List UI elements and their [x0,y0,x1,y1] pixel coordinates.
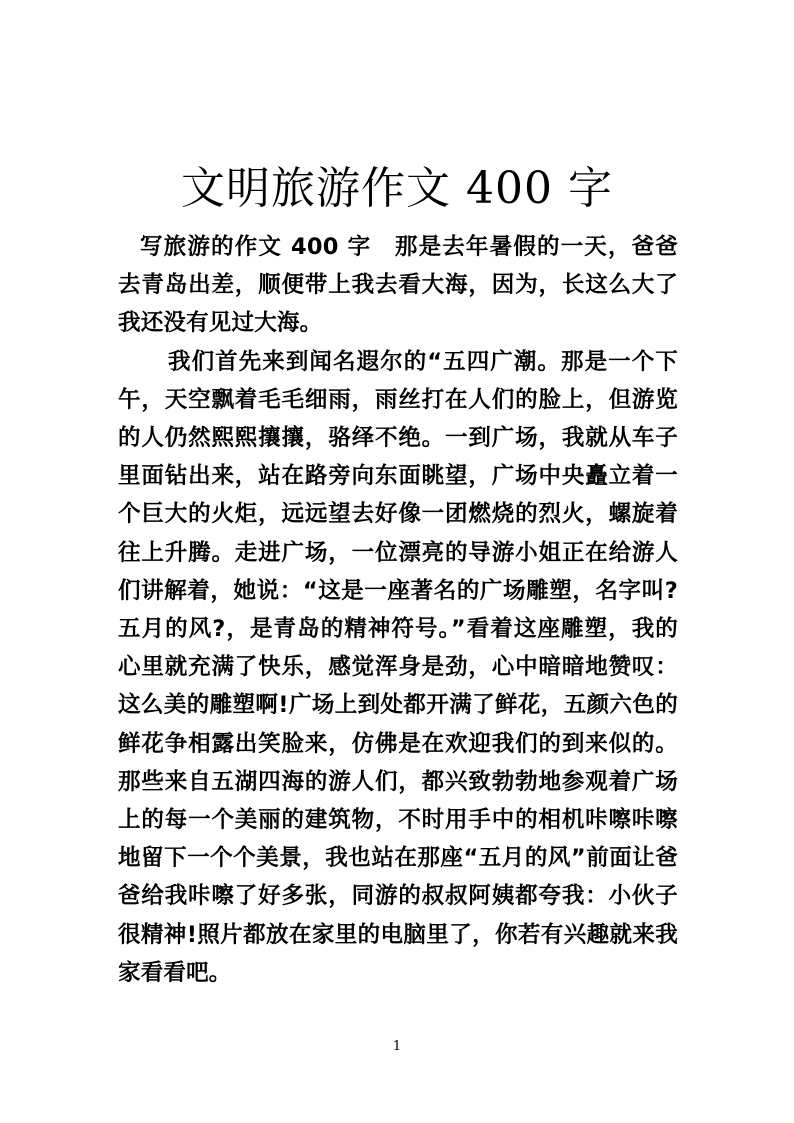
page-number: 1 [392,1039,402,1054]
page-title: 文明旅游作文 400 字 [181,163,613,215]
paragraph-1: 写旅游的作文 400 字 那是去年暑假的一天，爸爸去青岛出差，顺便带上我去看大海，因为，长这么大了我还没有见过大海。 [118,234,678,337]
paragraph-2: 我们首先来到闻名遐尔的“五四广潮。那是一个下午，天空飘着毛毛细雨，雨丝打在人们的脸上，但游览的人仍然熙熙攘攘，骆绎不绝。一到广场，我就从车子里面钻出来，站在路旁向东面眺望，广场中央矗立着一个巨大的火炬，远远望去好像一团燃烧的烈火，螺旋着往上升腾。走进广场，一位漂亮的导游小姐正在给游人们讲解着，她说：“这是一座著名的广场雕塑，名字叫?五月的风?，是青岛的精神符号。”看着这座雕塑，我的心里就充满了快乐，感觉浑身是劲，心中暗暗地赞叹：这么美的雕塑啊!广场上到处都开满了鲜花，五颜六色的鲜花争相露出笑脸来，仿佛是在欢迎我们的到来似的。那些来自五湖四海的游人们，都兴致勃勃地参观着广场上的每一个美丽的建筑物，不时用手中的相机咔嚓咔嚓地留下一个个美景，我也站在那座“五月的风”前面让爸爸给我咔嚓了好多张，同游的叔叔阿姨都夸我：小伙子很精神!照片都放在家里的电脑里了，你若有兴趣就来我家看看吧。 [118,348,678,986]
document-body [118,228,678,992]
